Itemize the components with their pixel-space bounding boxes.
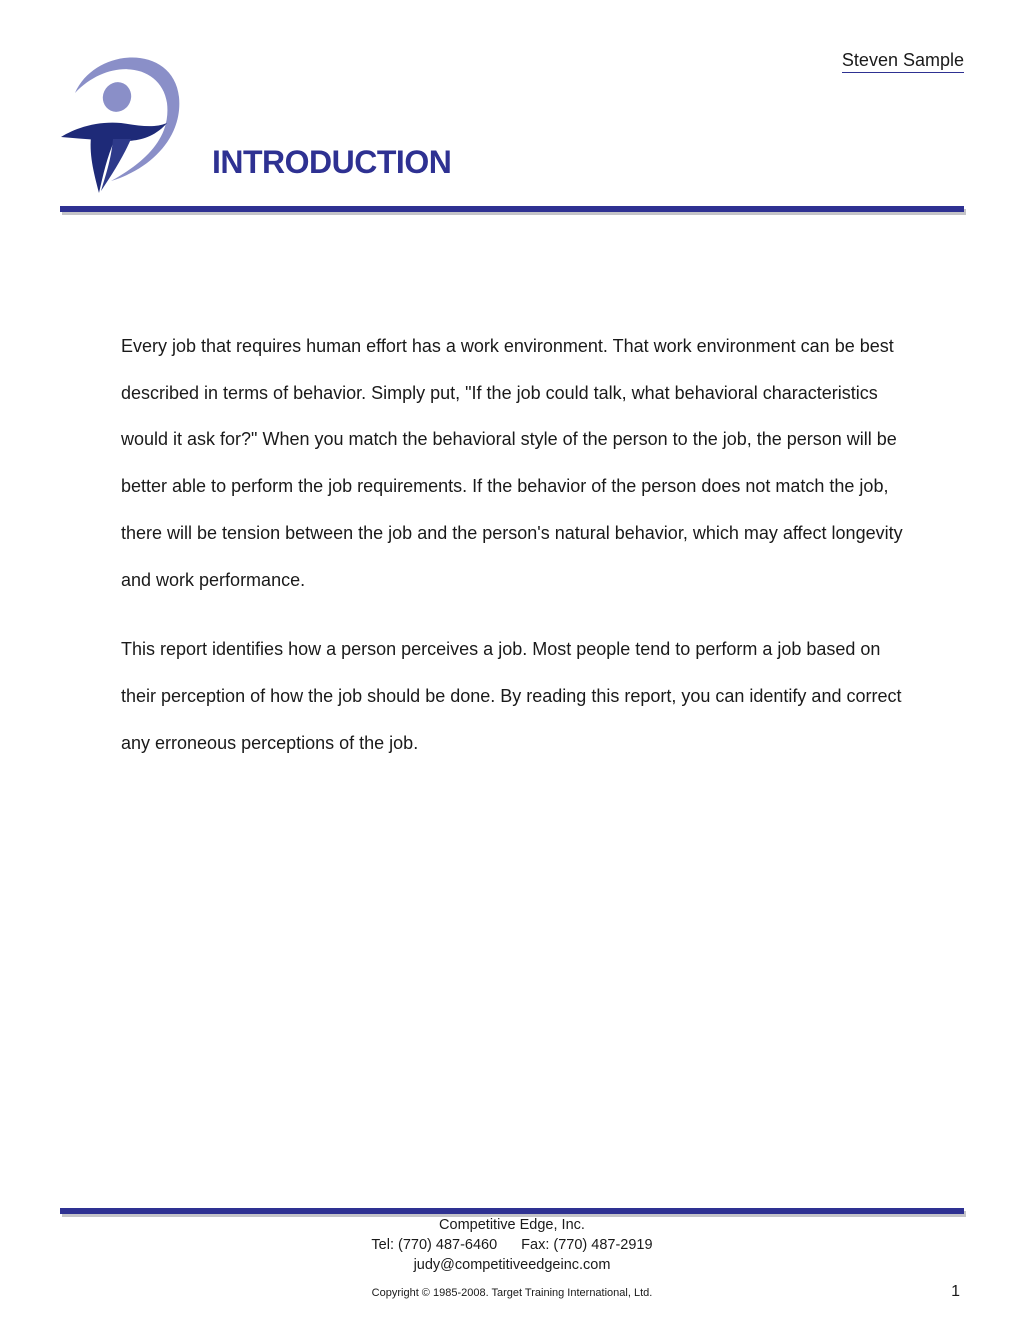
header-divider bbox=[60, 206, 964, 212]
paragraph: Every job that requires human effort has a work environment. That work environment can be best described in terms of behavior. Simply put, "If the job could talk, what behavioral characteristics would it ask for?" When you match the behavioral style of the person to the job, the person will be better able to perform the job requirements. If the behavior of the person does not match the job, there will be tension between the job and the person's natural behavior, which may affect longevity and work performance. bbox=[121, 336, 903, 590]
footer-tel: Tel: (770) 487-6460 bbox=[371, 1237, 498, 1253]
footer-divider bbox=[60, 1208, 964, 1214]
logo-swoosh bbox=[75, 58, 179, 182]
footer-email-block bbox=[0, 1255, 1024, 1275]
page-title: INTRODUCTION bbox=[212, 144, 452, 180]
footer-fax: Fax: (770) 487-2919 bbox=[521, 1237, 653, 1253]
logo-arms bbox=[61, 123, 167, 141]
footer-company-name: Competitive Edge, Inc. bbox=[439, 1217, 585, 1233]
target-training-person-logo-icon bbox=[55, 45, 185, 195]
footer-email: judy@competitiveedgeinc.com bbox=[413, 1257, 611, 1273]
page-number: 1 bbox=[951, 1283, 960, 1300]
footer-contact bbox=[0, 1235, 1024, 1255]
body-content bbox=[121, 323, 911, 766]
logo-head bbox=[98, 77, 136, 116]
copyright-notice: Copyright © 1985-2008. Target Training International, Ltd. bbox=[371, 1287, 653, 1299]
report-person-name: Steven Sample bbox=[842, 49, 964, 73]
paragraph: This report identifies how a person perceives a job. Most people tend to perform a job based on their perception of how the job should be done. By reading this report, you can identify and correct any erroneous perceptions of the job. bbox=[121, 639, 902, 753]
footer-company bbox=[0, 1215, 1024, 1235]
